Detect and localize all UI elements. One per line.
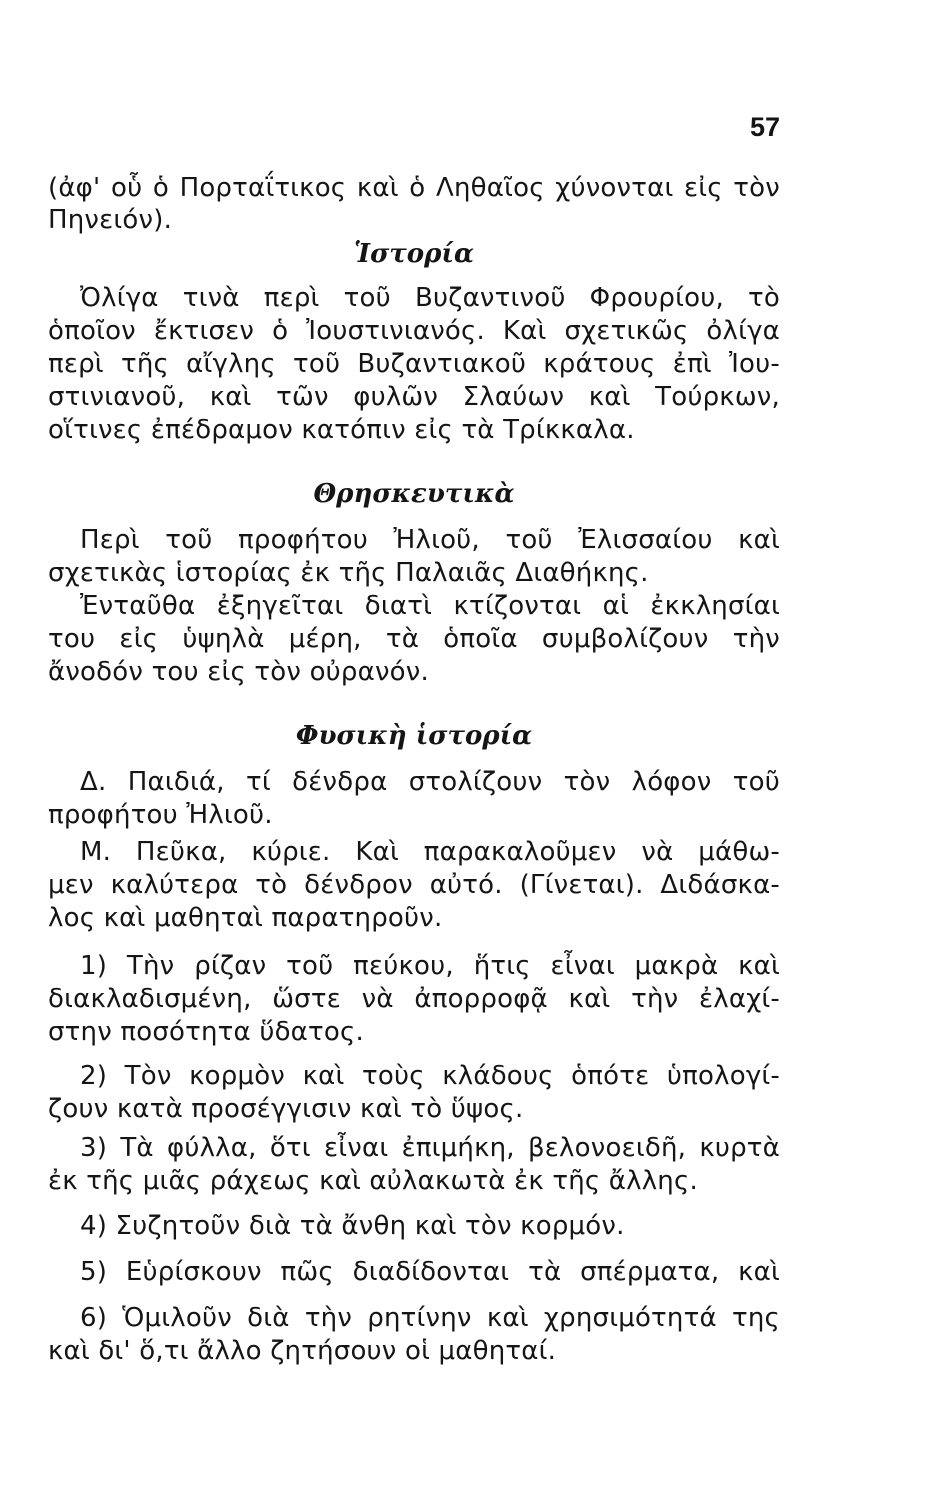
list-item: 2) Τὸν κορμὸν καὶ τοὺς κλάδους ὁπότε ὑπολογί- — [80, 1061, 780, 1091]
text-line: διακλαδισμένη, ὥστε νὰ ἀπορροφᾷ καὶ τὴν ἐλαχί- — [48, 984, 780, 1014]
section-heading-natural-history: Φυσικὴ ἱστορία — [295, 721, 533, 751]
text-line: ἐκ τῆς μιᾶς ράχεως καὶ αὐλακωτὰ ἐκ τῆς ἄλλης. — [48, 1166, 698, 1196]
text-line: ζουν κατὰ προσέγγισιν καὶ τὸ ὕψος. — [48, 1094, 524, 1124]
text-line: ὁποῖον ἔκτισεν ὁ Ἰουστινιανός. Καὶ σχετικῶς ὀλίγα — [48, 316, 780, 346]
list-item: 1) Τὴν ρίζαν τοῦ πεύκου, ἥτις εἶναι μακρὰ καὶ — [80, 951, 780, 981]
list-item: 6) Ὁμιλοῦν διὰ τὴν ρητίνην καὶ χρησιμότητά της — [80, 1303, 780, 1333]
text-line: οἵτινες ἐπέδραμον κατόπιν εἰς τὰ Τρίκκαλα. — [48, 415, 635, 445]
text-line: Ἐνταῦθα ἐξηγεῖται διατὶ κτίζονται αἱ ἐκκλησίαι — [80, 591, 780, 621]
book-page — [48, 0, 780, 1500]
text-line: Μ. Πεῦκα, κύριε. Καὶ παρακαλοῦμεν νὰ μάθω- — [80, 837, 780, 867]
list-item: 4) Συζητοῦν διὰ τὰ ἄνθη καὶ τὸν κορμόν. — [80, 1211, 625, 1241]
text-line: καὶ δι' ὅ,τι ἄλλο ζητήσουν οἱ μαθηταί. — [48, 1336, 557, 1366]
text-line: μεν καλύτερα τὸ δένδρον αὐτό. (Γίνεται). Διδάσκα- — [48, 870, 780, 900]
text-line: (ἀφ' οὗ ὁ Πορταΐτικος καὶ ὁ Ληθαῖος χύνονται εἰς τὸν — [48, 173, 780, 203]
list-item: 3) Τὰ φύλλα, ὅτι εἶναι ἐπιμήκη, βελονοειδῆ, κυρτὰ — [80, 1133, 780, 1163]
text-line: Πηνειόν). — [48, 205, 173, 235]
text-line: Περὶ τοῦ προφήτου Ἠλιοῦ, τοῦ Ἐλισσαίου καὶ — [80, 525, 780, 555]
list-item: 5) Εὑρίσκουν πῶς διαδίδονται τὰ σπέρματα, καὶ — [80, 1257, 780, 1287]
text-line: στην ποσότητα ὕδατος. — [48, 1017, 364, 1047]
text-line: Ὀλίγα τινὰ περὶ τοῦ Βυζαντινοῦ Φρουρίου, τὸ — [80, 283, 780, 313]
text-line: σχετικὰς ἱστορίας ἐκ τῆς Παλαιᾶς Διαθήκης. — [48, 558, 649, 588]
text-line: λος καὶ μαθηταὶ παρατηροῦν. — [48, 903, 443, 933]
text-line: Δ. Παιδιά, τί δένδρα στολίζουν τὸν λόφον τοῦ — [80, 767, 780, 797]
text-line: περὶ τῆς αἴγλης τοῦ Βυζαντιακοῦ κράτους ἐπὶ Ἰου- — [48, 349, 780, 379]
text-line: του εἰς ὑψηλὰ μέρη, τὰ ὁποῖα συμβολίζουν τὴν — [48, 624, 780, 654]
section-heading-history: Ἱστορία — [354, 239, 474, 269]
page-number: 57 — [749, 112, 780, 142]
text-line: προφήτου Ἠλιοῦ. — [48, 800, 273, 830]
text-line: ἄνοδόν του εἰς τὸν οὐρανόν. — [48, 657, 429, 687]
text-line: στινιανοῦ, καὶ τῶν φυλῶν Σλαύων καὶ Τούρκων, — [48, 382, 780, 412]
section-heading-religion: Θρησκευτικὰ — [313, 479, 515, 509]
